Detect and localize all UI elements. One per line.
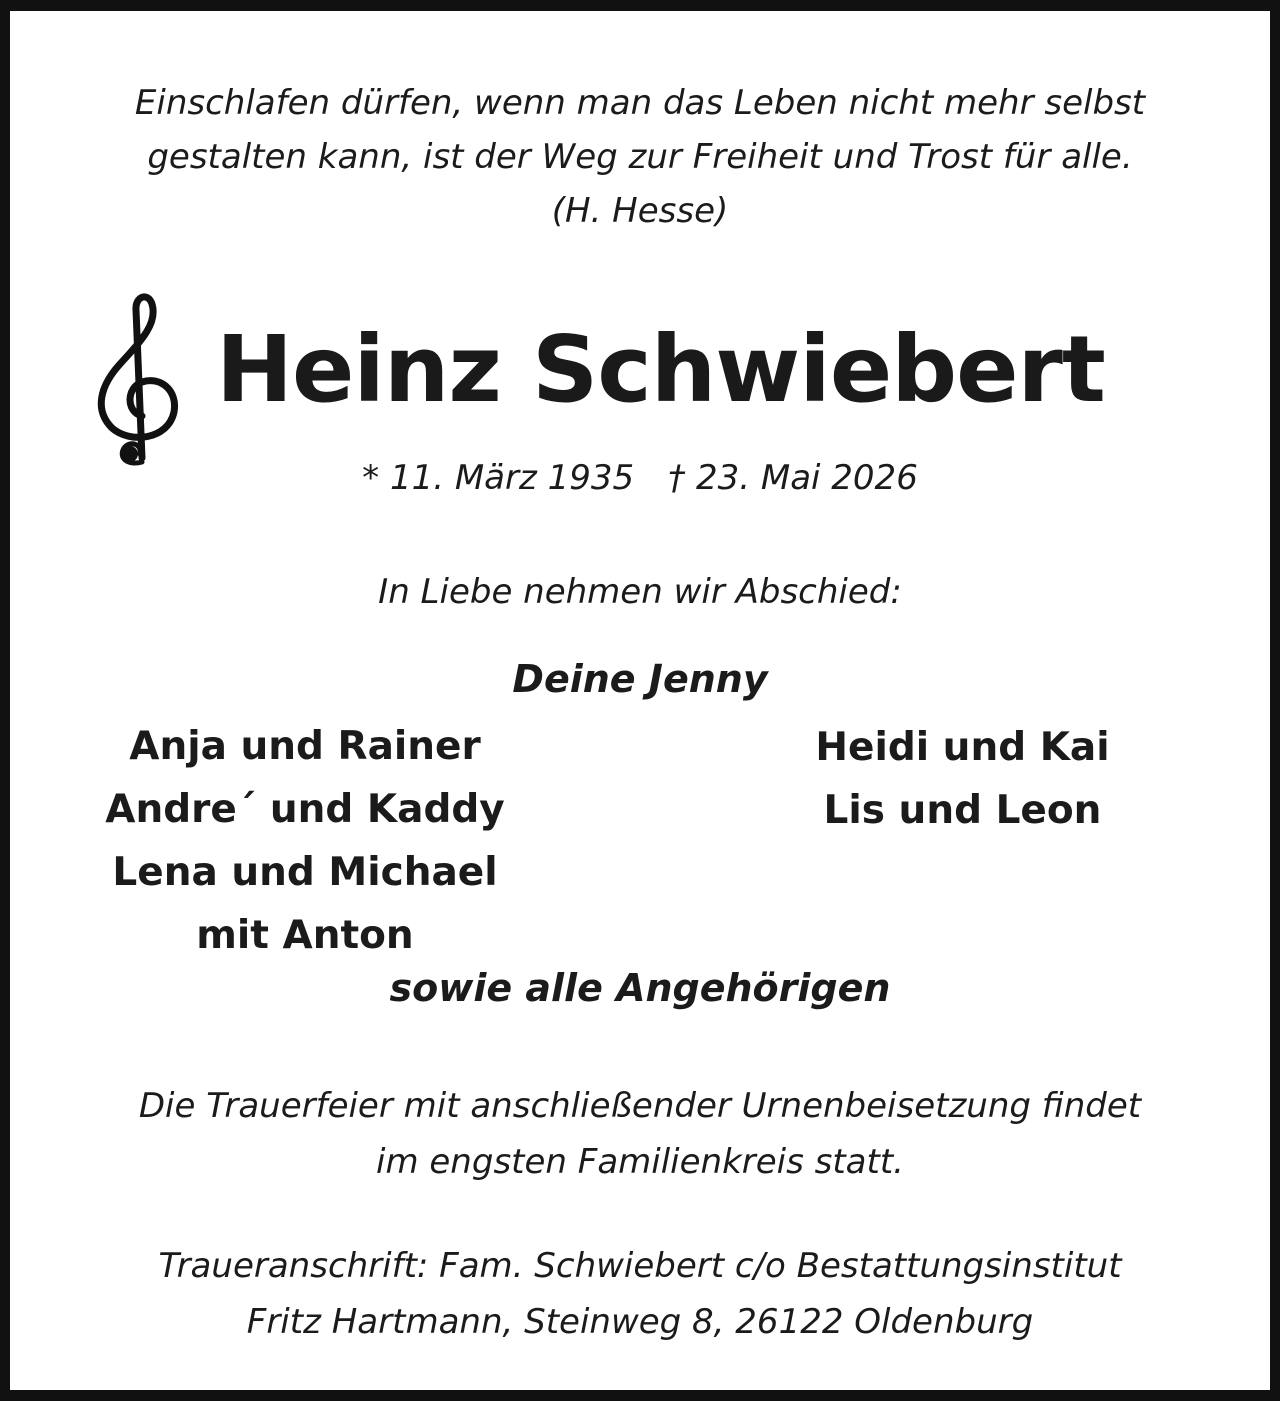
mourner-entry: mit Anton <box>196 913 414 958</box>
mourner-entry: Lis und Leon <box>823 788 1102 833</box>
mourning-address <box>10 1238 1270 1350</box>
farewell-intro: In Liebe nehmen wir Abschied: <box>378 572 902 612</box>
address-line-2: Fritz Hartmann, Steinweg 8, 26122 Oldenburg <box>246 1302 1034 1342</box>
quote-line-1: Einschlafen dürfen, wenn man das Leben nicht mehr selbst <box>134 83 1146 123</box>
address-line-1: Traueranschrift: Fam. Schwiebert c/o Bestattungsinstitut <box>158 1246 1122 1286</box>
mourner-entry: Lena und Michael <box>112 850 498 895</box>
ceremony-line-2: im engsten Familienkreis statt. <box>376 1142 904 1182</box>
ceremony-notice <box>10 1078 1270 1190</box>
mourner-entry: Anja und Rainer <box>129 724 481 769</box>
birth-date: * 11. März 1935 <box>362 458 635 498</box>
ceremony-line-1: Die Trauerfeier mit anschließender Urnenbeisetzung findet <box>138 1086 1142 1126</box>
mourners-right-column <box>760 716 1165 842</box>
quote-attribution: (H. Hesse) <box>551 191 729 231</box>
treble-clef-icon <box>90 290 190 472</box>
life-dates <box>10 452 1270 504</box>
quote-line-2: gestalten kann, ist der Weg zur Freiheit und Trost für alle. <box>147 137 1133 177</box>
hesse-quote <box>10 76 1270 238</box>
mourner-entry: Heidi und Kai <box>815 725 1110 770</box>
deceased-name: Heinz Schwiebert <box>216 316 1105 423</box>
mourner-entry: Andre´ und Kaddy <box>105 787 505 832</box>
spouse-name: Deine Jenny <box>512 657 768 701</box>
other-relatives: sowie alle Angehörigen <box>389 966 891 1010</box>
mourners-left-column <box>100 715 510 967</box>
death-date: † 23. Mai 2026 <box>668 458 918 498</box>
